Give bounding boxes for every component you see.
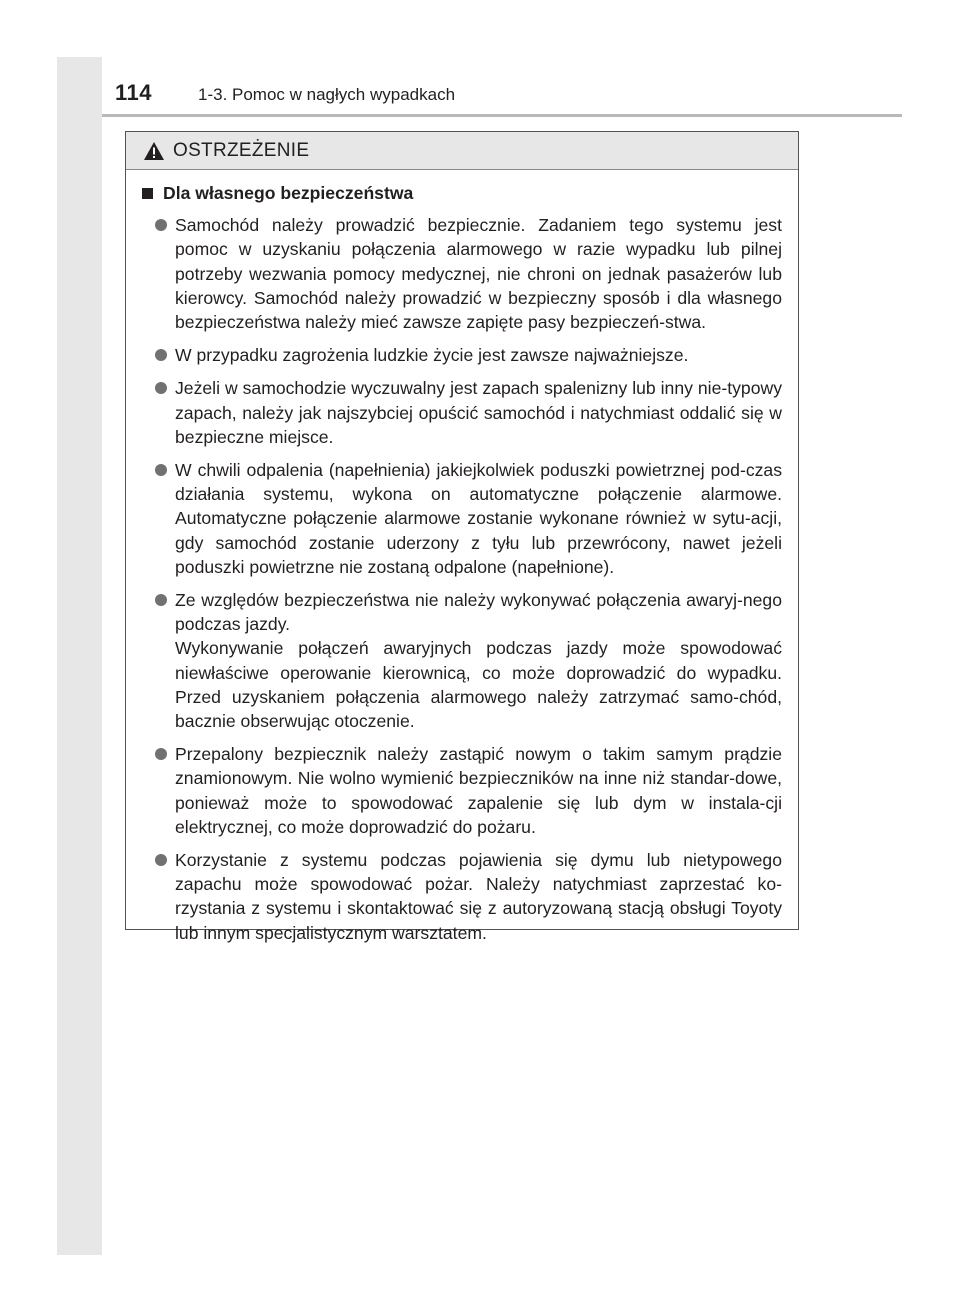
list-item-text: W przypadku zagrożenia ludzkie życie jest zawsze najważniejsze.: [175, 345, 689, 366]
list-item: [138, 343, 782, 367]
warning-title: OSTRZEŻENIE: [173, 139, 310, 161]
page-number: 114: [115, 80, 152, 105]
warning-box: [125, 131, 799, 943]
bullet-dot-icon: [155, 594, 167, 606]
list-item-text: Jeżeli w samochodzie wyczuwalny jest zapach spalenizny lub inny nie-typowy zapach, należy jak najszybciej opuścić samochód i natychmiast oddalić się w bezpieczne miejsce.: [175, 378, 782, 447]
warning-subheading-text: Dla własnego bezpieczeństwa: [163, 183, 414, 203]
list-item: [138, 588, 782, 733]
list-item: [138, 376, 782, 449]
left-margin-band: [57, 57, 102, 1255]
square-bullet-icon: [142, 188, 153, 199]
list-item: [138, 848, 782, 945]
list-item-text: Korzystanie z systemu podczas pojawienia się dymu lub nietypowego zapachu może spowodować pożar. Należy natychmiast zaprzestać ko-rzystania z systemu i skontaktować się z autoryzowaną stacją obsługi Toyoty lub innym specjalistycznym warsztatem.: [175, 850, 782, 943]
list-item: [138, 458, 782, 579]
bullet-dot-icon: [155, 854, 167, 866]
warning-triangle-icon: [143, 141, 165, 161]
bullet-dot-icon: [155, 349, 167, 361]
list-item: [138, 213, 782, 334]
bullet-dot-icon: [155, 464, 167, 476]
warning-subheading: [138, 181, 782, 205]
list-item: [138, 742, 782, 839]
list-item-text: Przepalony bezpiecznik należy zastąpić nowym o takim samym prądzie znamionowym. Nie wolno wymienić bezpieczników na inne niż standar-dowe, ponieważ może to spowodować zapalenie się lub dym w instala-cji elektrycznej, co może doprowadzić do pożaru.: [175, 744, 782, 837]
warning-header: [126, 132, 798, 170]
list-item-text: W chwili odpalenia (napełnienia) jakiejkolwiek poduszki powietrznej pod-czas działania systemu, wykona on automatyczne połączenie alarmowe. Automatyczne połączenie alarmowe zostanie wykonane również w sytu-acji, gdy samochód zostanie uderzony z tyłu lub przewrócony, nawet jeżeli poduszki powietrzne nie zostaną odpalone (napełnione).: [175, 460, 782, 577]
bullet-dot-icon: [155, 748, 167, 760]
warning-body: [126, 170, 798, 945]
header-divider: [102, 114, 902, 117]
bullet-dot-icon: [155, 219, 167, 231]
list-item-text: Ze względów bezpieczeństwa nie należy wykonywać połączenia awaryj-nego podczas jazdy. Wykonywanie połączeń awaryjnych podczas jazdy może spowodować niewłaściwe operowanie kierownicą, co może doprowadzić do wypadku. Przed uzyskaniem połączenia alarmowego należy zatrzymać samo-chód, bacznie obserwując otoczenie.: [175, 590, 782, 732]
section-title: 1-3. Pomoc w nagłych wypadkach: [198, 85, 456, 104]
list-item-text: Samochód należy prowadzić bezpiecznie. Zadaniem tego systemu jest pomoc w uzyskaniu połączenia alarmowego w razie wypadku lub pilnej potrzeby wezwania pomocy medycznej, nie chroni on jednak pasażerów lub kierowcy. Samochód należy prowadzić w bezpieczny sposób i dla własnego bezpieczeństwa należy mieć zawsze zapięte pasy bezpieczeń-stwa.: [175, 215, 782, 333]
bullet-dot-icon: [155, 382, 167, 394]
